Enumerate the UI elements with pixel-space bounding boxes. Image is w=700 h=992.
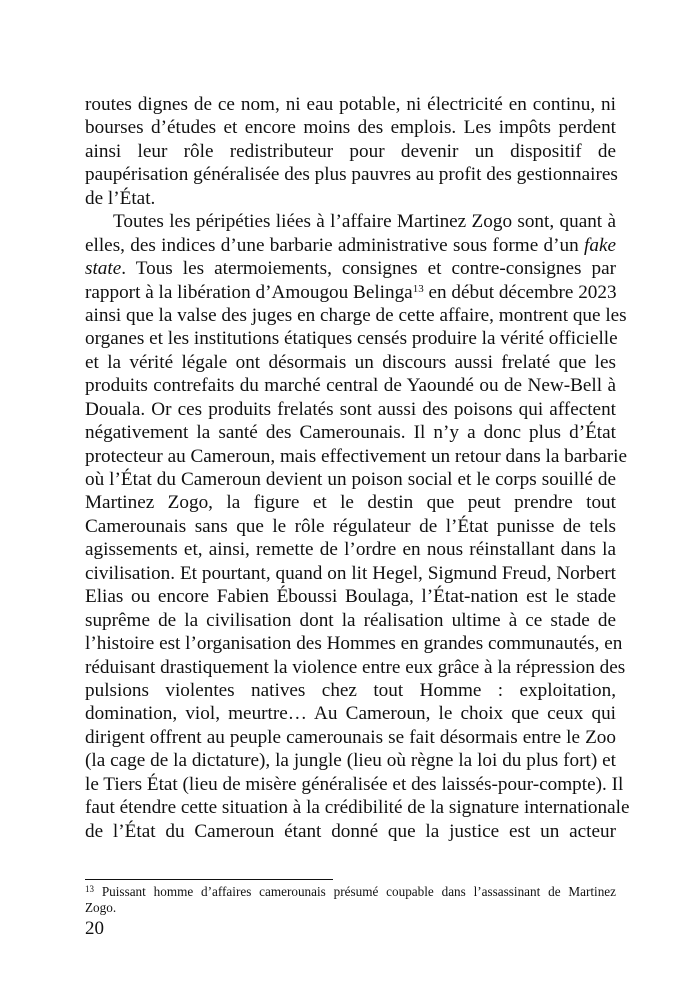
text-line: Elias ou encore Fabien Éboussi Boulaga, l’État-nation est le stade: [85, 586, 616, 608]
page-number: 20: [85, 918, 104, 939]
text-line: Toutes les péripéties liées à l’affaire Martinez Zogo sont, quant à: [113, 211, 616, 233]
text-segment: rapport à la libération d’Amougou Belinga: [85, 281, 413, 303]
text-line: Martinez Zogo, la figure et le destin que peut prendre tout: [85, 492, 616, 514]
text-line: civilisation. Et pourtant, quand on lit Hegel, Sigmund Freud, Norbert: [85, 562, 616, 584]
text-line: pulsions violentes natives chez tout Homme : exploitation,: [85, 679, 616, 701]
text-line: Douala. Or ces produits frelatés sont aussi des poisons qui affectent: [85, 398, 616, 420]
text-line: réduisant drastiquement la violence entre eux grâce à la répression des: [85, 656, 626, 678]
text-segment: en début décembre 2023: [423, 281, 617, 303]
text-line: ainsi leur rôle redistributeur pour devenir un dispositif de: [85, 140, 616, 162]
text-line: [85, 234, 616, 257]
text-line: organes et les institutions étatiques censés produire la vérité officielle: [85, 328, 618, 350]
text-line: faut étendre cette situation à la crédibilité de la signature internationale: [85, 797, 630, 819]
footnote-separator: [85, 879, 333, 880]
text-line: Camerounais sans que le rôle régulateur de l’État punisse de tels: [85, 515, 616, 537]
footnote: [85, 884, 616, 916]
text-line: négativement la santé des Camerounais. Il n’y a donc plus d’État: [85, 422, 616, 444]
text-line: [85, 281, 616, 304]
text-line: agissements et, ainsi, remette de l’ordre en nous réinstallant dans la: [85, 539, 616, 561]
footnote-text: Puissant homme d’affaires camerounais présumé coupable dans l’assassinant de Martinez: [94, 884, 616, 899]
text-line: suprême de la civilisation dont la réalisation ultime à ce stade de: [85, 609, 616, 631]
text-line: produits contrefaits du marché central de Yaoundé ou de New-Bell à: [85, 375, 616, 397]
footnote-line: Zogo.: [85, 900, 117, 915]
text-line: routes dignes de ce nom, ni eau potable, ni électricité en continu, ni: [85, 94, 616, 115]
italic-text: fake: [584, 234, 617, 256]
footnote-reference[interactable]: 13: [412, 282, 424, 295]
text-segment: elles, des indices d’une barbarie administrative sous forme d’un: [85, 234, 579, 256]
text-line: le Tiers État (lieu de misère généralisée et des laissés-pour-compte). Il: [85, 773, 624, 795]
text-line: bourses d’études et encore moins des emplois. Les impôts perdent: [85, 117, 616, 139]
text-line: protecteur au Cameroun, mais effectivement un retour dans la barbarie: [85, 445, 627, 467]
italic-text: state: [85, 258, 122, 280]
footnote-line: [85, 884, 616, 900]
text-line: où l’État du Cameroun devient un poison social et le corps souillé de: [85, 469, 616, 490]
text-line: l’histoire est l’organisation des Hommes en grandes communautés, en: [85, 633, 623, 655]
text-line: paupérisation généralisée des plus pauvres au profit des gestionnaires: [85, 164, 618, 186]
text-line: ainsi que la valse des juges en charge de cette affaire, montrent que les: [85, 304, 627, 326]
text-segment: . Tous les atermoiements, consignes et contre-consignes par: [121, 258, 616, 280]
text-line: de l’État.: [85, 187, 156, 209]
footnote-number: 13: [85, 884, 94, 894]
body-text: [85, 93, 630, 843]
text-line: domination, viol, meurtre… Au Cameroun, le choix que ceux qui: [85, 703, 616, 725]
text-line: et la vérité légale ont désormais un discours aussi frelaté que les: [85, 351, 616, 373]
text-line: [85, 257, 616, 280]
text-line: dirigent offrent au peuple camerounais se fait désormais entre le Zoo: [85, 726, 616, 748]
text-line: de l’État du Cameroun étant donné que la justice est un acteur: [85, 820, 616, 842]
text-line: (la cage de la dictature), la jungle (lieu où règne la loi du plus fort) et: [85, 750, 616, 772]
